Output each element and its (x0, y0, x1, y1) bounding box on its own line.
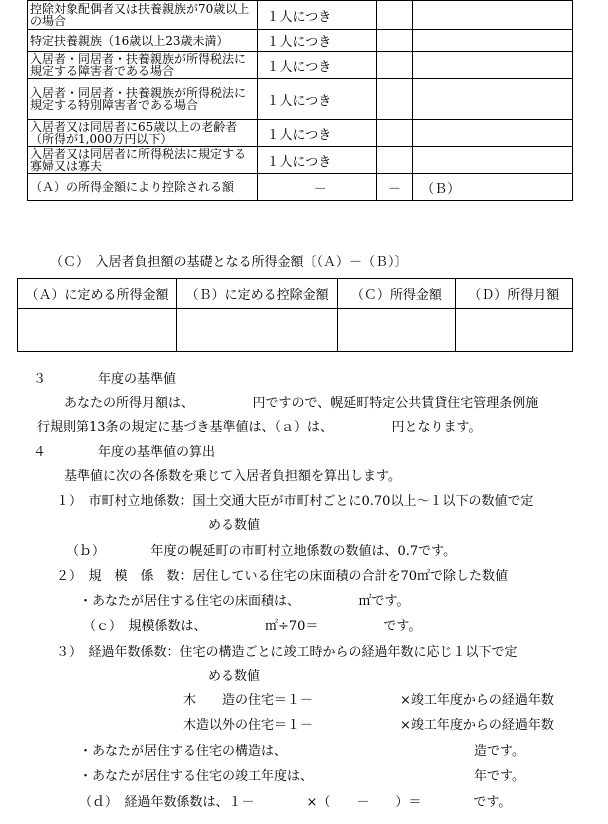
table-row (28, 79, 573, 120)
header-a: （Ａ）に定める所得金額 (18, 279, 177, 309)
deduction-table (27, 0, 573, 201)
header-d: （Ｄ）所得月額 (455, 279, 572, 309)
sec4-item2-a: ２） 規 模 係 数：居住している住宅の床面積の合計を70㎡で除した数値 (56, 569, 509, 584)
table-row (28, 174, 573, 201)
total-dash-2: － (376, 174, 412, 201)
total-dash-1: － (258, 174, 376, 201)
header-c: （Ｃ）所得金額 (338, 279, 455, 309)
table-row (28, 52, 573, 79)
sec4-heading: ４ 年度の基準値の算出 (33, 445, 216, 460)
row-unit: １人につき (258, 120, 376, 147)
sec3-heading: ３ 年度の基準値 (33, 372, 177, 387)
sec4-item3-a: ３） 経過年数係数：住宅の構造ごとに竣工時からの経過年数に応じ１以下で定 (56, 645, 518, 660)
sec3-line1: あなたの所得月額は、 円ですので、幌延町特定公共賃貸住宅管理条例施 (64, 396, 539, 411)
table-row (28, 147, 573, 174)
sec4-item1-c: （ｂ） 年度の幌延町の市町村立地係数の数値は、0.7です。 (66, 544, 457, 559)
row-label: 入居者又は同居者に所得税法に規定する寡婦又は寡夫 (28, 147, 258, 174)
sec4-item2-b: ・あなたが居住する住宅の床面積は、 ㎡です。 (79, 594, 410, 609)
sec4-item3-c2: ×竣工年度からの経過年数 (400, 693, 554, 708)
sec4-item1-b: める数値 (208, 518, 261, 533)
income-table (17, 278, 573, 352)
row-label: 入居者又は同居者に65歳以上の老齢者（所得が1,000万円以下） (28, 120, 258, 147)
sec4-item3-g: （ｄ） 経過年数係数は、１－ ×（ － ）＝ です。 (79, 795, 512, 810)
row-unit: １人につき (258, 1, 376, 30)
row-unit: １人につき (258, 30, 376, 52)
value-c (338, 309, 455, 352)
table-row (28, 30, 573, 52)
table-row (18, 309, 573, 352)
sec4-item3-d2: ×竣工年度からの経過年数 (400, 718, 554, 733)
section-c-title: （Ｃ） 入居者負担額の基礎となる所得金額〔（Ａ）－（Ｂ）〕 (50, 255, 408, 270)
header-b: （Ｂ）に定める控除金額 (177, 279, 338, 309)
row-label: 特定扶養親族（16歳以上23歳未満） (28, 30, 258, 52)
row-unit: １人につき (258, 52, 376, 79)
sec3-line2: 行規則第13条の規定に基づき基準値は、（ａ）は、 円となります。 (37, 420, 482, 435)
row-label: 控除対象配偶者又は扶養親族が70歳以上の場合 (28, 1, 258, 30)
sec4-item1-a: １） 市町村立地係数：国土交通大臣が市町村ごとに0.70以上～１以下の数値で定 (56, 494, 534, 509)
table-header-row (18, 279, 573, 309)
sec4-item3-c1: 木 造の住宅＝１－ (183, 693, 314, 708)
total-mark: （Ｂ） (413, 174, 573, 201)
sec4-item3-b: める数値 (208, 669, 261, 684)
sec4-item3-e2: 造です。 (474, 744, 525, 759)
value-b (177, 309, 338, 352)
sec4-item3-f2: 年です。 (474, 769, 525, 784)
total-label: （Ａ）の所得金額により控除される額 (28, 174, 258, 201)
row-unit: １人につき (258, 79, 376, 120)
row-unit: １人につき (258, 147, 376, 174)
row-label: 入居者・同居者・扶養親族が所得税法に規定する特別障害者である場合 (28, 79, 258, 120)
sec4-item2-c: （ｃ） 規模係数は、 ㎡÷70＝ です。 (83, 619, 422, 634)
value-d (455, 309, 572, 352)
table-row (28, 1, 573, 30)
table-row (28, 120, 573, 147)
sec4-item3-e1: ・あなたが居住する住宅の構造は、 (79, 744, 288, 759)
value-a (18, 309, 177, 352)
row-label: 入居者・同居者・扶養親族が所得税法に規定する障害者である場合 (28, 52, 258, 79)
sec4-intro: 基準値に次の各係数を乗じて入居者負担額を算出します。 (64, 469, 401, 484)
sec4-item3-d1: 木造以外の住宅＝１－ (183, 718, 314, 733)
sec4-item3-f1: ・あなたが居住する住宅の竣工年度は、 (79, 769, 314, 784)
